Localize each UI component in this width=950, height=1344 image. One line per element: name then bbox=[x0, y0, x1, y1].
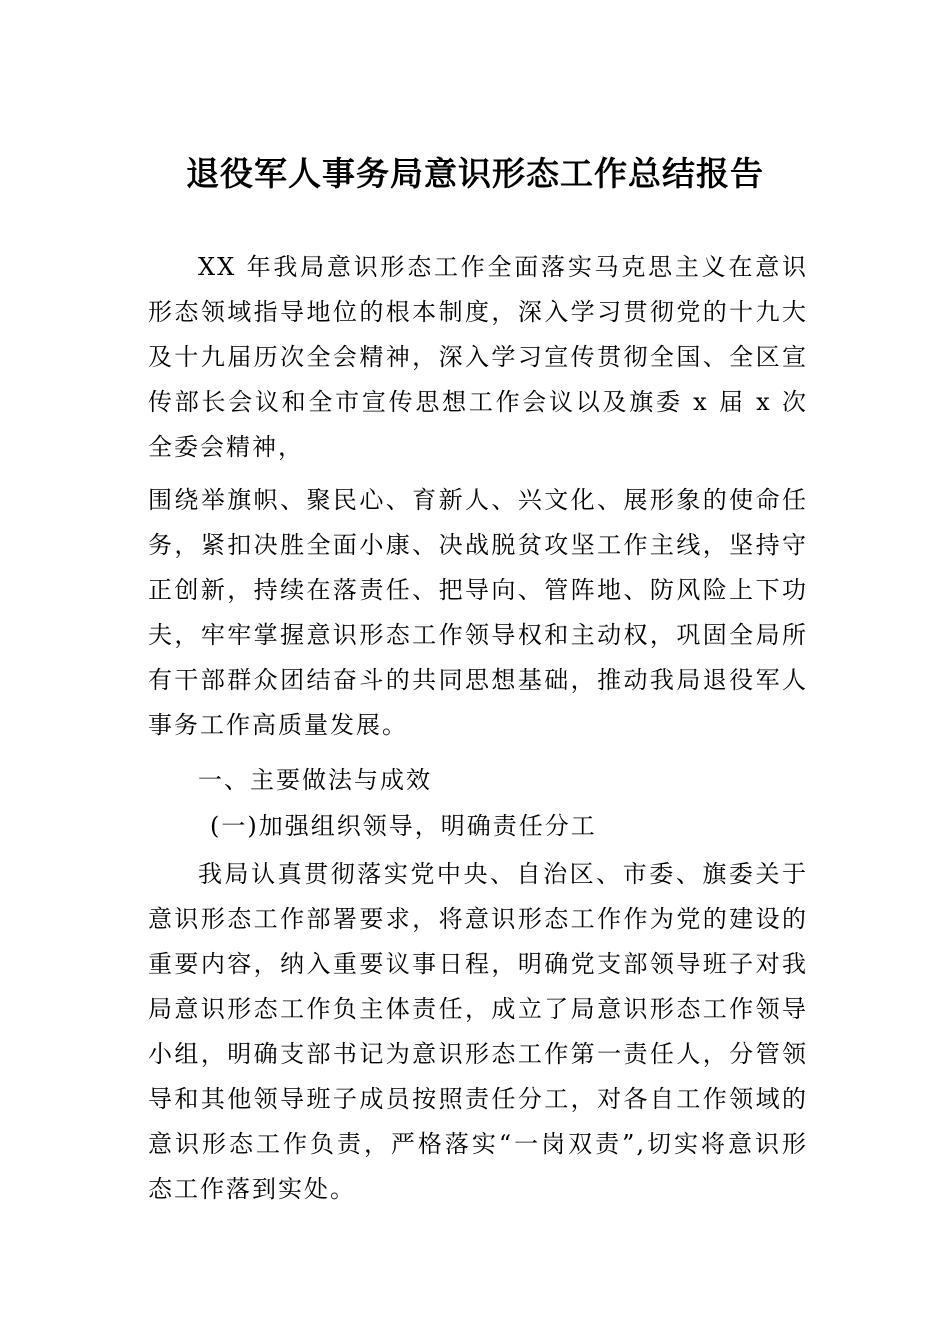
paragraph-mission: 围绕举旗帜、聚民心、育新人、兴文化、展形象的使命任务，紧扣决胜全面小康、决战脱贫攻坚工作主线，坚持守正创新，持续在落责任、把导向、管阵地、防风险上下功夫，牢牢掌握意识形态工作领导权和主动权，巩固全局所有干部群众团结奋斗的共同思想基础，推动我局退役军人事务工作高质量发展。 bbox=[148, 486, 808, 739]
section-heading: 一、主要做法与成效 bbox=[198, 766, 432, 794]
paragraph-intro: XX 年我局意识形态工作全面落实马克思主义在意识形态领域指导地位的根本制度，深入学习贯彻党的十九大及十九届历次全会精神，深入学习宣传贯彻全国、全区宣传部长会议和全市宣传思想工作会议以及旗委 x 届 x 次全委会精神， bbox=[148, 253, 808, 461]
document-title: 退役军人事务局意识形态工作总结报告 bbox=[186, 154, 764, 193]
subsection-heading: (一)加强组织领导，明确责任分工 bbox=[210, 812, 597, 840]
paragraph-body: 我局认真贯彻落实党中央、自治区、市委、旗委关于意识形态工作部署要求，将意识形态工作作为党的建设的重要内容，纳入重要议事日程，明确党支部领导班子对我局意识形态工作负主体责任，成立了局意识形态工作领导小组，明确支部书记为意识形态工作第一责任人，分管领导和其他领导班子成员按照责任分工，对各自工作领域的意识形态工作负责，严格落实“一岗双责”,切实将意识形态工作落到实处。 bbox=[148, 860, 808, 1203]
